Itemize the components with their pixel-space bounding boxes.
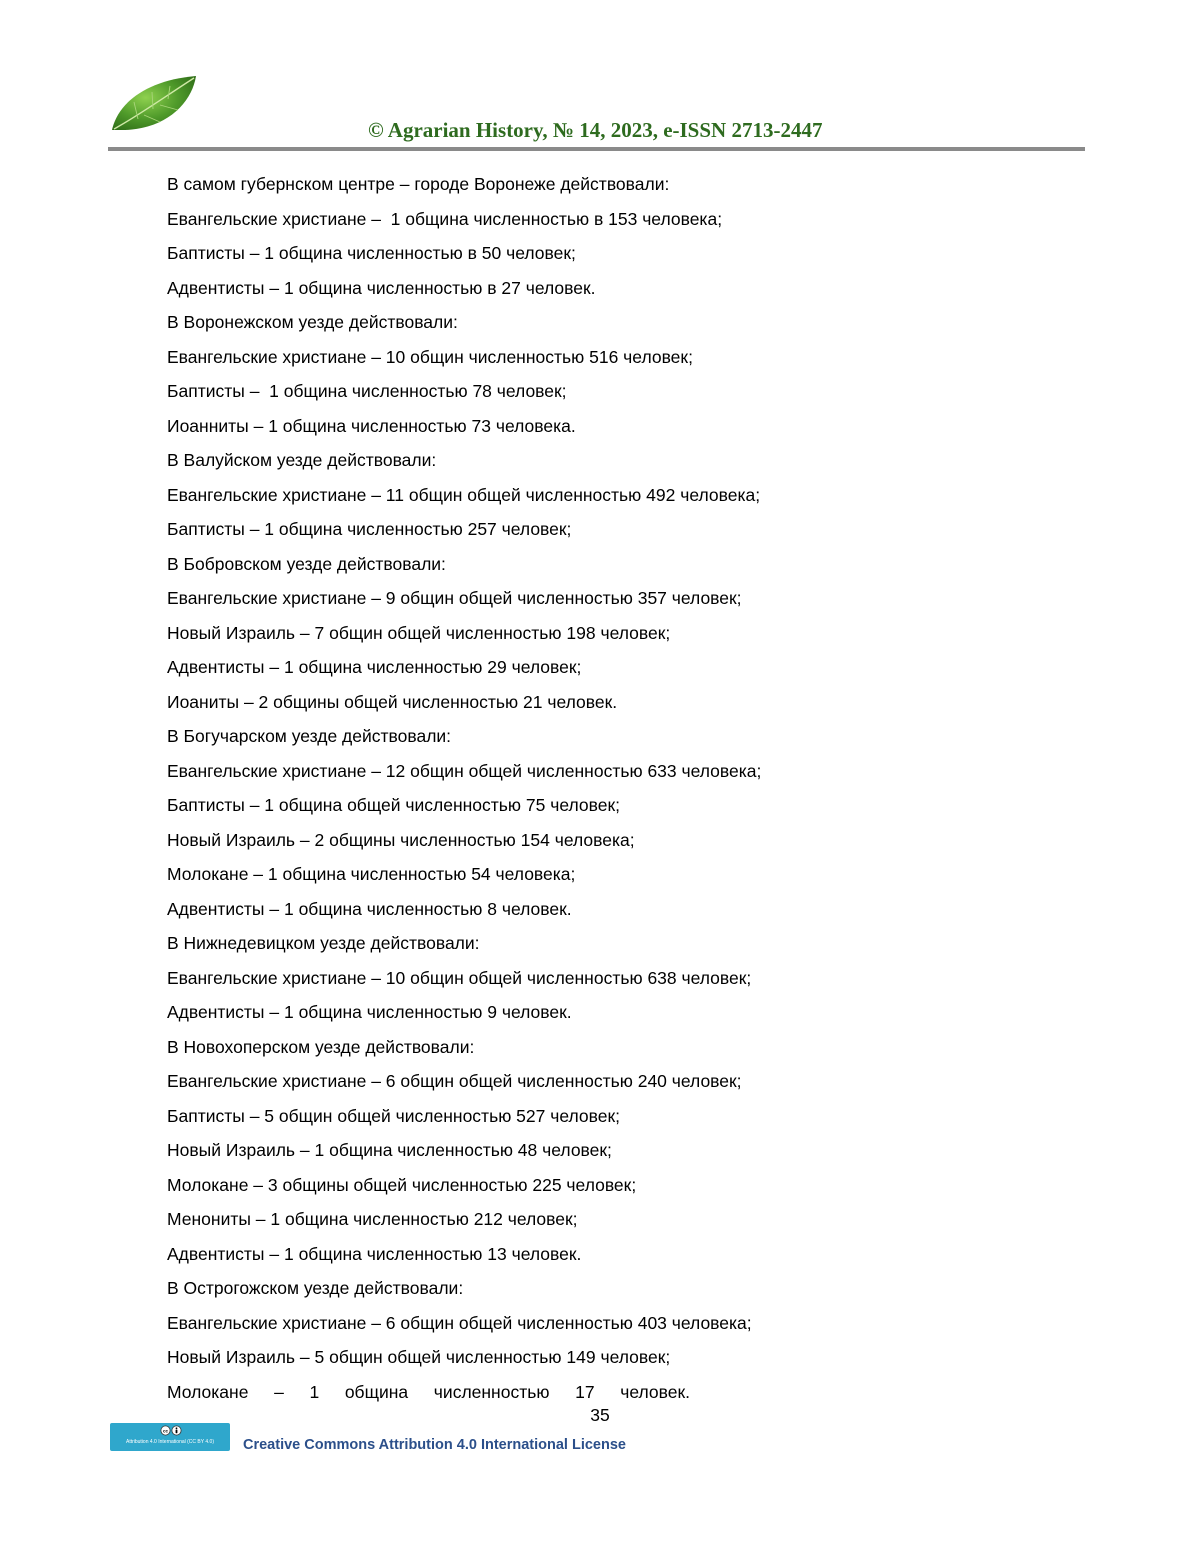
text-line: Молокане – 1 община численностью 54 человека; — [167, 864, 576, 884]
word: 17 — [575, 1381, 595, 1402]
page-number: 35 — [590, 1405, 610, 1425]
journal-title: © Agrarian History, № 14, 2023, e-ISSN 2713-2447 — [368, 118, 823, 142]
text-line: Менониты – 1 община численностью 212 человек; — [167, 1209, 578, 1229]
text-line: Евангельские христиане – 11 общин общей численностью 492 человека; — [167, 484, 761, 505]
license-link[interactable]: Creative Commons Attribution 4.0 International License — [243, 1437, 626, 1453]
text-line: В Валуйском уезде действовали: — [167, 450, 437, 470]
word: 1 — [309, 1381, 320, 1402]
text-line: Баптисты – 1 община общей численностью 75 человек; — [167, 795, 621, 815]
word: Молокане — [167, 1381, 249, 1402]
text-line: Новый Израиль – 5 общин общей численностью 149 человек; — [167, 1347, 671, 1367]
text-line: Новый Израиль – 2 общины численностью 154 человека; — [167, 829, 635, 850]
body-text — [167, 167, 1067, 1409]
text-line: Баптисты – 1 община численностью в 50 человек; — [167, 243, 576, 263]
text-line: В Нижнедевицком уезде действовали: — [167, 933, 480, 953]
cc-by-icon — [160, 1425, 182, 1436]
text-line: В Новохоперском уезде действовали: — [167, 1036, 475, 1057]
text-line: Евангельские христиане – 9 общин общей численностью 357 человек; — [167, 588, 742, 608]
text-line: Евангельские христиане – 6 общин общей численностью 240 человек; — [167, 1071, 742, 1091]
text-line: Адвентисты – 1 община численностью 13 человек. — [167, 1243, 582, 1264]
word: численностью — [433, 1381, 550, 1402]
text-line: В Богучарском уезде действовали: — [167, 726, 452, 746]
text-line: В Острогожском уезде действовали: — [167, 1278, 464, 1298]
text-line: Евангельские христиане – 6 общин общей численностью 403 человека; — [167, 1312, 752, 1333]
text-line-last — [167, 1375, 690, 1410]
text-line: Иоаниты – 2 общины общей численностью 21 человек. — [167, 691, 618, 712]
text-line: В Бобровском уезде действовали: — [167, 553, 446, 574]
cc-by-badge[interactable] — [110, 1423, 230, 1451]
text-line: Евангельские христиане – 10 общин численностью 516 человек; — [167, 346, 693, 367]
word: – — [274, 1381, 284, 1402]
text-line: Молокане – 3 общины общей численностью 225 человек; — [167, 1174, 637, 1195]
text-line: Адвентисты – 1 община численностью 29 человек; — [167, 657, 582, 677]
text-line: В Воронежском уезде действовали: — [167, 312, 458, 332]
text-line: Баптисты – 1 община численностью 257 человек; — [167, 519, 572, 539]
text-line: Адвентисты – 1 община численностью 9 человек. — [167, 1002, 572, 1022]
text-line: Евангельские христиане – 12 общин общей численностью 633 человека; — [167, 760, 762, 781]
text-line: Иоанниты – 1 община численностью 73 человека. — [167, 415, 576, 436]
cc-badge-text: Attribution 4.0 International (CC BY 4.0) — [125, 1439, 214, 1445]
text-line: Баптисты – 1 община численностью 78 человек; — [167, 381, 567, 401]
svg-text:cc: cc — [162, 1428, 169, 1434]
word: община — [344, 1381, 409, 1402]
text-line: В самом губернском центре – городе Воронеже действовали: — [167, 174, 670, 194]
leaf-logo-icon — [108, 72, 200, 136]
text-line: Евангельские христиане – 10 общин общей численностью 638 человек; — [167, 967, 752, 988]
text-line: Адвентисты – 1 община численностью в 27 человек. — [167, 277, 596, 298]
text-line: Новый Израиль – 1 община численностью 48 человек; — [167, 1140, 612, 1160]
text-line: Баптисты – 5 общин общей численностью 527 человек; — [167, 1105, 621, 1126]
text-line: Адвентисты – 1 община численностью 8 человек. — [167, 898, 572, 919]
text-line: Новый Израиль – 7 общин общей численностью 198 человек; — [167, 622, 671, 643]
text-line: Евангельские христиане – 1 община численностью в 153 человека; — [167, 208, 723, 229]
word: человек. — [620, 1381, 690, 1402]
header-divider — [108, 147, 1085, 151]
